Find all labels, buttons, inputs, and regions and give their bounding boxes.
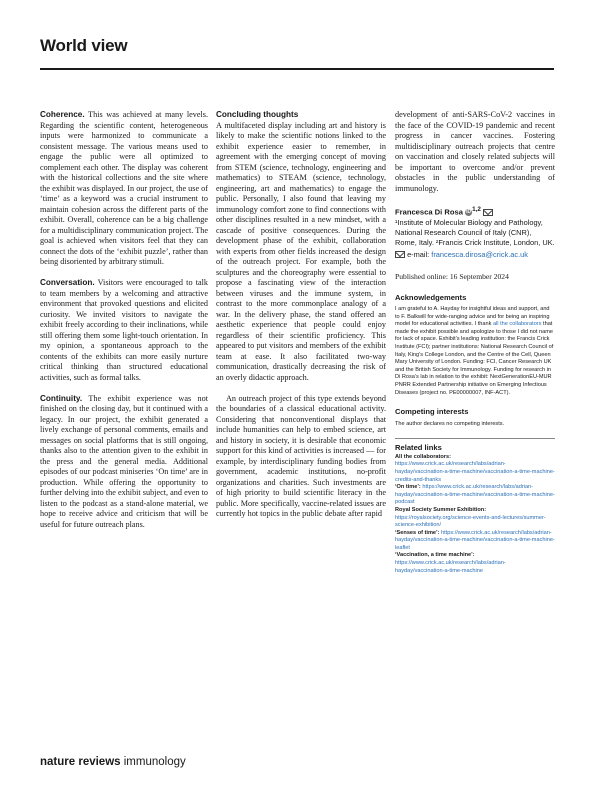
related-link-label: ‘On time’: xyxy=(395,484,423,491)
footer-brand-light: immunology xyxy=(120,756,186,768)
paragraph-continuity xyxy=(40,394,208,531)
paragraph-coherence xyxy=(40,110,208,268)
related-link-url[interactable]: https://www.crick.ac.uk/research/labs/adrian-hayday/vaccination-a-time-machine/vaccination-a-time-machine-leaflet xyxy=(395,529,555,551)
email-link[interactable]: francesca.dirosa@crick.ac.uk xyxy=(431,249,528,259)
text-conversation: Visitors were encouraged to talk to team members by a welcoming and attractive environment that provoked questions and elicited curiosity. We invited visitors to navigate the exhibit freely according to their inclinations, while still offering them some light-touch orientation. In my opinion, a spontaneous approach to the contents of the exhibits can more easily nurture critical thinking than structured educational activities, such as formal talks. xyxy=(40,278,208,382)
related-link-label: ‘Vaccination, a time machine’: xyxy=(395,552,475,559)
paragraph-concluding-1: A multifaceted display including art and history is likely to make the scientific notions linked to the exhibit experience easier to remember, in agreement with the emerging concept of moving from STEM (science, technology, engineering and mathematics) to STEAM (science, technology, engineering, art and mathematics) to engage the public. Personally, I also found that leaving my immunology comfort zone to find connections with other disciplines resulted in a new mindset, with a cascade of positive consequences. During the development phase of the exhibit, collaboration with experts from other fields increased the design of the outreach project. For example, both the sculptures and the choreography were essential to propose a fascinating view of the interaction between viruses and the immune system, in contrast to the more commonplace analogy of a war. In the delivery phase, the stand offered an aesthetic experience that people could enjoy regardless of their scientific proficiency. This appeared to put visitors and members of the exhibit team at ease. It also facilitated two-way communication, drastically decreasing the risk of an overly didactic approach. xyxy=(216,120,386,382)
competing-interests-heading: Competing interests xyxy=(395,407,469,417)
acknowledgements-heading: Acknowledgements xyxy=(395,292,467,302)
related-link-label: All the collaborators: xyxy=(395,453,451,460)
author-affiliation: ¹Institute of Molecular Biology and Pathology, National Research Council of Italy (CNR), Rome, Italy. ²Francis Crick Institute, London, UK. xyxy=(395,217,555,247)
related-link-url[interactable]: https://royalsociety.org/science-events-and-lectures/summer-science-exhibition/ xyxy=(395,514,546,529)
ack-text-a: I am grateful to A. Hayday for insightful ideas and support, and to F. Balkwill for wide-ranging advice and for being an inspiring model for educational activities. I thank xyxy=(395,306,550,328)
footer-brand-bold: nature reviews xyxy=(40,756,121,768)
author-affiliation-marks: 1,2 xyxy=(472,205,481,213)
page-title: World view xyxy=(40,36,128,55)
column-right xyxy=(395,110,555,575)
title-divider xyxy=(40,68,554,70)
related-links-heading: Related links xyxy=(395,443,442,453)
related-link xyxy=(395,484,555,507)
column-left xyxy=(40,110,208,541)
related-link-url[interactable]: https://www.crick.ac.uk/research/labs/adrian-hayday/vaccination-a-time-machine xyxy=(395,560,506,574)
related-link-label: ‘Senses of time’: xyxy=(395,529,442,536)
journal-footer-logo xyxy=(40,756,186,768)
competing-interests-text: The author declares no competing interests. xyxy=(395,420,505,427)
section-heading-concluding: Concluding thoughts xyxy=(216,110,299,119)
related-links-divider xyxy=(395,438,555,439)
paragraph-conversation xyxy=(40,278,208,383)
related-link xyxy=(395,552,555,575)
lead-coherence: Coherence. xyxy=(40,110,85,119)
related-link-url[interactable]: https://www.crick.ac.uk/research/labs/adrian-hayday/vaccination-a-time-machine/vaccination-a-time-machine-credits-and-thanks xyxy=(395,461,555,483)
acknowledgements-text xyxy=(395,306,555,397)
mail-icon[interactable] xyxy=(483,209,493,216)
text-continuity: The exhibit experience was not finished on the closing day, but it continued with a legacy. In our project, the exhibit generated a lively exchange of personal comments, emails and messages on social platforms that is still ongoing, thanks also to the attention given to the exhibit in the press and the general media. Additional episodes of our podcast miniseries ‘On time’ are in production. While offering the opportunity to further delving into the exhibit subject, and even to listen to the podcast as a stand-alone material, we hope to receive advice and criticism that will be useful for future outreach plans. xyxy=(40,393,208,529)
email-label: e-mail: xyxy=(407,249,432,259)
paragraph-continued: development of anti-SARS-CoV-2 vaccines in the face of the COVID-19 pandemic and recent progress in cancer vaccines. Fostering multidisciplinary outreach projects that centre on vaccination and closely related subjects will be important to overcome and/or prevent obstacles in the public understanding of immunology. xyxy=(395,110,555,193)
related-link-url[interactable]: https://www.crick.ac.uk/research/labs/adrian-hayday/vaccination-a-time-machine/vaccination-a-time-machine-podcast xyxy=(395,484,555,506)
envelope-icon xyxy=(395,251,405,258)
related-link xyxy=(395,454,555,484)
related-link xyxy=(395,507,555,530)
column-middle xyxy=(216,110,386,530)
lead-conversation: Conversation. xyxy=(40,278,95,287)
related-link xyxy=(395,530,555,553)
lead-continuity: Continuity. xyxy=(40,393,83,403)
author-name xyxy=(395,205,555,218)
related-link-label: Royal Society Summer Exhibition: xyxy=(395,506,487,513)
text-coherence: This was achieved at many levels. Regarding the scientific content, heterogeneous inputs were harmonized to communicate a consistent message. The various means used to engage the public were all optimized to complement each other. The display was coherent with the historical collections and the site where the exhibit was displayed. In our project, the use of ‘time’ as a keyword was a crucial instrument to maintain cohesion across the different parts of the exhibit. Overall, coherence can be a big challenge for a multidisciplinary communication project. The goal is achieved when visitors feel that they can connect the dots of the ‘exhibit puzzle’, rather than being disoriented by arbitrary stimuli. xyxy=(40,110,208,266)
paragraph-concluding-2: An outreach project of this type extends beyond the boundaries of a classical educational activity. Considering that nonconventional displays that include humanities can help to embed science, art and history in society, it is desirable that economic support for this kind of activities is increased — for example, by interdisciplinary funding bodies from government, academic institutions, no-profit organizations and charities. Such investments are of high priority to build scientific literacy in the public. More specifically, vaccine-related issues are currently hot topics in the public debate after rapid xyxy=(216,393,386,518)
author-name-text: Francesca Di Rosa xyxy=(395,207,463,217)
ack-text-b: that made the exhibit possible and apologize to those I did not name for lack of space. Exhibit’s leading institution: the Francis Crick Institute (FCI); partner institutions: National Research Council of Italy, King’s College London, and the Centre of the Cell, Queen Mary University of London. Funding: FCI, Cancer Research UK and the British Society for Immunology. Funding for research in Di Rosa’s lab in relation to the exhibit: NextGenerationEU-MUR PNRR Extended Partnership initiative on Emerging Infectious Diseases (project no. PE00000007, INF-ACT). xyxy=(395,321,554,396)
orcid-icon[interactable]: iD xyxy=(466,208,472,215)
email-line xyxy=(395,250,555,261)
published-date: Published online: 16 September 2024 xyxy=(395,272,509,282)
ack-collaborators-link[interactable]: all the collaborators xyxy=(492,321,542,328)
